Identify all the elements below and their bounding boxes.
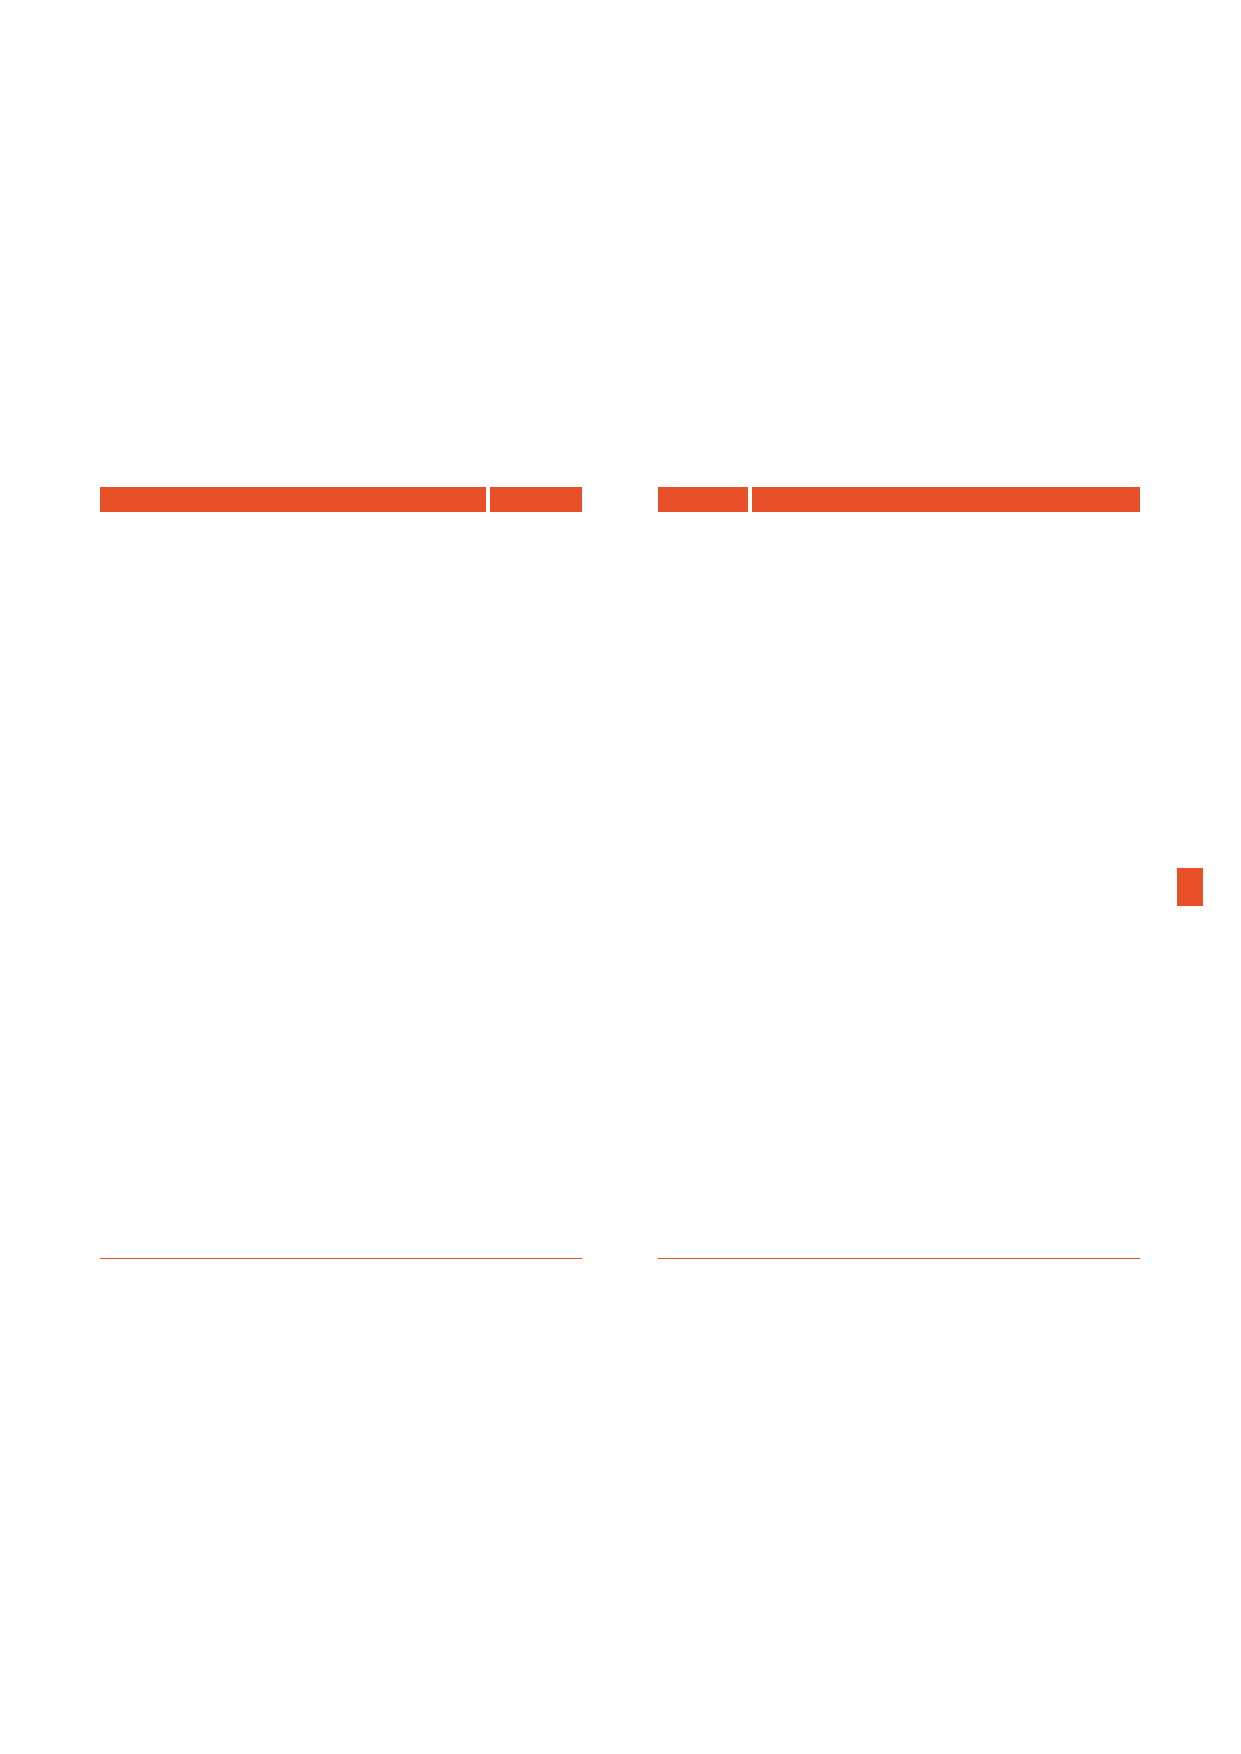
left-footer: [100, 1258, 582, 1279]
right-footer: [658, 1258, 1140, 1279]
left-header-bar: [100, 487, 486, 512]
left-lang-label: [490, 487, 582, 512]
right-page: [658, 487, 1140, 520]
right-header-bar: [752, 487, 1140, 512]
right-lang-label: [658, 487, 748, 512]
left-page: [100, 487, 582, 520]
language-side-tab: [1177, 868, 1203, 906]
right-header: [658, 487, 1140, 512]
left-header: [100, 487, 582, 512]
